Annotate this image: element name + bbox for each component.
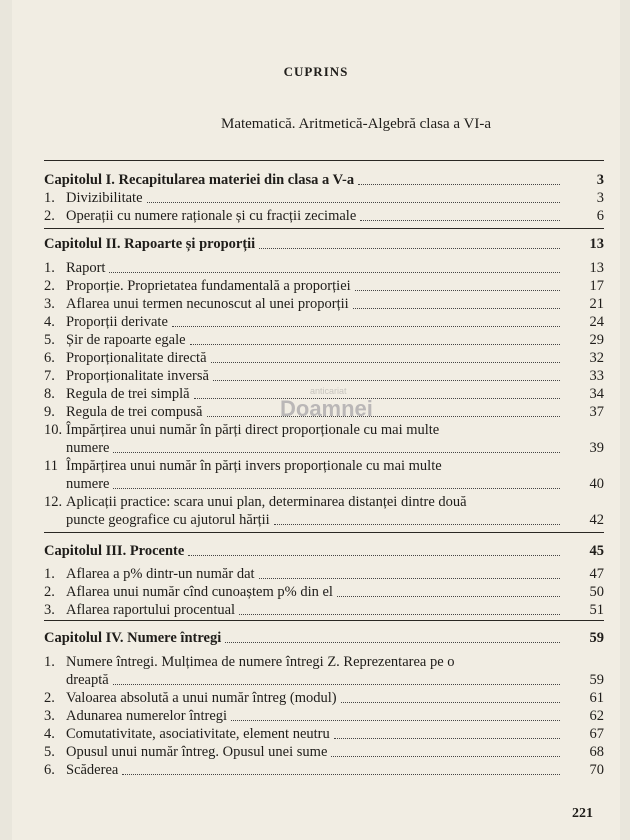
- toc-entry-continuation: [66, 512, 604, 529]
- dot-leader: [113, 684, 560, 685]
- entry-page: 34: [589, 386, 604, 402]
- toc-chapter: [44, 172, 604, 189]
- entry-page: 50: [589, 584, 604, 600]
- entry-page: 70: [589, 762, 604, 778]
- entry-page: 32: [589, 350, 604, 366]
- dot-leader: [360, 219, 560, 221]
- toc-chapter: [44, 236, 604, 253]
- toc-chapter: [44, 630, 604, 647]
- watermark-logo: [280, 386, 410, 436]
- toc-entry: [44, 314, 604, 331]
- toc-entry-continuation: [66, 672, 604, 689]
- entry-page: 61: [589, 690, 604, 706]
- dot-leader: [355, 289, 560, 291]
- entry-title-continuation: dreaptă: [66, 672, 109, 688]
- entry-title: Regula de trei compusă: [66, 404, 203, 420]
- entry-title: Capitolul III. Procente: [44, 543, 185, 559]
- entry-page: 13: [589, 260, 604, 276]
- entry-title: Aplicații practice: scara unui plan, determinarea distanței dintre două: [66, 494, 467, 510]
- section-rule: [44, 620, 604, 621]
- entry-page: 47: [589, 566, 604, 582]
- dot-leader: [337, 595, 560, 597]
- dot-leader: [353, 307, 560, 309]
- entry-title: Șir de rapoarte egale: [66, 332, 186, 348]
- entry-title: Capitolul I. Recapitularea materiei din clasa a V-a: [44, 172, 355, 188]
- entry-number: 2.: [44, 690, 55, 706]
- entry-number: 11: [44, 458, 58, 474]
- toc-entry-continuation: [66, 476, 604, 493]
- entry-number: 5.: [44, 332, 55, 348]
- toc-entry: [44, 494, 604, 511]
- entry-page: 51: [589, 602, 604, 618]
- entry-title: Comutativitate, asociativitate, element neutru: [66, 726, 330, 742]
- toc-entry: [44, 350, 604, 367]
- entry-title: Proporționalitate inversă: [66, 368, 209, 384]
- entry-number: 1.: [44, 260, 55, 276]
- dot-leader: [358, 183, 560, 185]
- toc-entry: [44, 332, 604, 349]
- dot-leader: [188, 554, 560, 556]
- entry-number: 3.: [44, 296, 55, 312]
- entry-title: Raport: [66, 260, 106, 276]
- entry-number: 5.: [44, 744, 55, 760]
- entry-title-continuation: numere: [66, 476, 110, 492]
- dot-leader: [113, 488, 560, 489]
- entry-number: 1.: [44, 190, 55, 206]
- toc-entry: [44, 278, 604, 295]
- dot-leader: [122, 773, 560, 775]
- entry-title: Aflarea unui număr cînd cunoaștem p% din el: [66, 584, 333, 600]
- dot-leader: [211, 361, 560, 363]
- entry-number: 2.: [44, 278, 55, 294]
- dot-leader: [190, 343, 560, 345]
- entry-page: 21: [589, 296, 604, 312]
- dot-leader: [231, 719, 560, 721]
- entry-number: 6.: [44, 762, 55, 778]
- dot-leader: [172, 325, 560, 327]
- entry-page: 67: [589, 726, 604, 742]
- entry-title: Opusul unui număr întreg. Opusul unei sume: [66, 744, 328, 760]
- toc-entry: [44, 744, 604, 761]
- entry-number: 10.: [44, 422, 63, 438]
- dot-leader: [331, 755, 560, 757]
- dot-leader: [341, 701, 560, 703]
- dot-leader: [259, 577, 560, 579]
- entry-page: 68: [589, 744, 604, 760]
- toc-entry: [44, 762, 604, 779]
- dot-leader: [274, 524, 560, 525]
- toc-entry: [44, 584, 604, 601]
- toc-entry: [44, 296, 604, 313]
- entry-number: 3.: [44, 708, 55, 724]
- dot-leader: [259, 247, 560, 249]
- dot-leader: [213, 379, 560, 381]
- entry-page: 39: [589, 440, 604, 456]
- entry-page: 42: [589, 512, 604, 528]
- entry-page: 13: [589, 236, 604, 252]
- toc-entry: [44, 654, 604, 671]
- entry-number: 8.: [44, 386, 55, 402]
- entry-title: Valoarea absolută a unui număr întreg (modul): [66, 690, 337, 706]
- toc-entry: [44, 690, 604, 707]
- dot-leader: [225, 641, 560, 643]
- watermark-small-text: anticariat: [310, 386, 347, 396]
- entry-number: 4.: [44, 726, 55, 742]
- entry-page: 33: [589, 368, 604, 384]
- entry-page: 59: [589, 630, 604, 646]
- toc-entry-continuation: [66, 440, 604, 457]
- section-rule: [44, 160, 604, 161]
- entry-page: 45: [589, 543, 604, 559]
- entry-page: 40: [589, 476, 604, 492]
- entry-title: Aflarea unui termen necunoscut al unei proporții: [66, 296, 349, 312]
- entry-page: 6: [596, 208, 604, 224]
- entry-page: 37: [589, 404, 604, 420]
- toc-entry: [44, 708, 604, 725]
- dot-leader: [147, 201, 560, 203]
- entry-title: Divizibilitate: [66, 190, 143, 206]
- toc-entry: [44, 602, 604, 619]
- document-page: [12, 0, 620, 840]
- entry-number: 6.: [44, 350, 55, 366]
- entry-title: Proporție. Proprietatea fundamentală a proporției: [66, 278, 351, 294]
- entry-number: 7.: [44, 368, 55, 384]
- watermark-text: Doamnei: [280, 396, 373, 421]
- entry-number: 12.: [44, 494, 63, 510]
- page-number: 221: [572, 806, 593, 821]
- entry-title: Împărțirea unui număr în părți direct proporționale cu mai multe: [66, 422, 440, 438]
- toc-entry: [44, 208, 604, 225]
- entry-title-continuation: puncte geografice cu ajutorul hărții: [66, 512, 270, 528]
- page-title: CUPRINS: [283, 64, 349, 79]
- toc-entry: [44, 458, 604, 475]
- entry-number: 4.: [44, 314, 55, 330]
- entry-title: Capitolul IV. Numere întregi: [44, 630, 222, 646]
- page-subtitle: Matematică. Aritmetică-Algebră clasa a VI-a: [220, 116, 491, 132]
- dot-leader: [113, 452, 560, 453]
- entry-title: Numere întregi. Mulțimea de numere întregi Z. Reprezentarea pe o: [66, 654, 455, 670]
- entry-title-continuation: numere: [66, 440, 110, 456]
- entry-page: 17: [589, 278, 604, 294]
- toc-entry: [44, 566, 604, 583]
- entry-title: Aflarea raportului procentual: [66, 602, 236, 618]
- entry-page: 24: [589, 314, 604, 330]
- section-rule: [44, 228, 604, 229]
- entry-page: 3: [596, 172, 604, 188]
- entry-title: Împărțirea unui număr în părți invers proporționale cu mai multe: [66, 458, 442, 474]
- entry-number: 9.: [44, 404, 55, 420]
- entry-page: 3: [596, 190, 604, 206]
- entry-title: Capitolul II. Rapoarte și proporții: [44, 236, 256, 252]
- entry-number: 3.: [44, 602, 55, 618]
- entry-page: 59: [589, 672, 604, 688]
- toc-entry: [44, 260, 604, 277]
- toc-entry: [44, 368, 604, 385]
- entry-title: Adunarea numerelor întregi: [66, 708, 228, 724]
- toc-chapter: [44, 543, 604, 560]
- entry-title: Aflarea a p% dintr-un număr dat: [66, 566, 255, 582]
- dot-leader: [239, 613, 560, 615]
- entry-number: 1.: [44, 654, 55, 670]
- entry-title: Regula de trei simplă: [66, 386, 190, 402]
- entry-page: 29: [589, 332, 604, 348]
- entry-title: Proporționalitate directă: [66, 350, 207, 366]
- entry-page: 62: [589, 708, 604, 724]
- toc-entry: [44, 726, 604, 743]
- entry-title: Operații cu numere raționale și cu fracții zecimale: [66, 208, 357, 224]
- section-rule: [44, 532, 604, 533]
- dot-leader: [109, 271, 560, 273]
- entry-number: 1.: [44, 566, 55, 582]
- entry-number: 2.: [44, 584, 55, 600]
- entry-number: 2.: [44, 208, 55, 224]
- entry-title: Scăderea: [66, 762, 119, 778]
- toc-entry: [44, 190, 604, 207]
- dot-leader: [334, 737, 560, 739]
- entry-title: Proporții derivate: [66, 314, 168, 330]
